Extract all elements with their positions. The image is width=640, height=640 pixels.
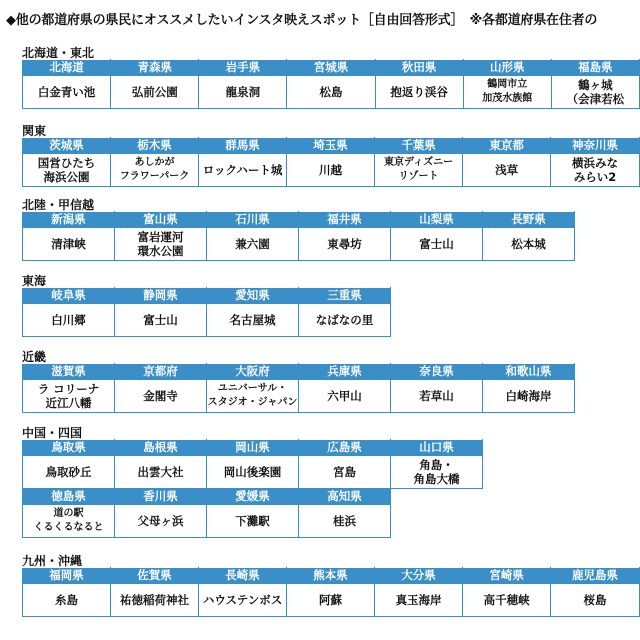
spot-cell: 金閣寺 xyxy=(115,380,207,413)
spot-row xyxy=(23,584,640,617)
spot-cell: 岡山後楽園 xyxy=(207,456,299,489)
prefecture-header: 愛媛県 xyxy=(207,489,299,505)
spot-cell: 下灘駅 xyxy=(207,505,299,538)
spot-cell: ラ コリーナ 近江八幡 xyxy=(23,380,115,413)
spot-row xyxy=(23,456,483,489)
region-label: 関東 xyxy=(22,124,47,138)
spot-cell: 富岩運河 環水公園 xyxy=(115,228,207,261)
spot-row xyxy=(23,154,640,187)
prefecture-header: 宮崎県 xyxy=(463,568,551,584)
prefecture-header: 岡山県 xyxy=(207,440,299,456)
spot-cell: 糸島 xyxy=(23,584,111,617)
prefecture-header: 大阪府 xyxy=(207,364,299,380)
spot-cell: 東尋坊 xyxy=(299,228,391,261)
spot-cell: ロックハート城 xyxy=(199,154,287,187)
spot-cell: 鶴ヶ城 （会津若松 xyxy=(551,76,639,109)
spot-cell: 弘前公園 xyxy=(111,76,199,109)
region-table xyxy=(22,137,640,187)
spot-cell: 浅草 xyxy=(463,154,551,187)
prefecture-header: 長野県 xyxy=(483,212,575,228)
prefecture-header: 東京都 xyxy=(463,138,551,154)
prefecture-header: 岐阜県 xyxy=(23,288,115,304)
prefecture-header: 栃木県 xyxy=(111,138,199,154)
prefecture-header-row xyxy=(23,138,640,154)
prefecture-header-row xyxy=(23,440,483,456)
spot-cell: 松島 xyxy=(287,76,375,109)
spot-cell: 若草山 xyxy=(391,380,483,413)
spot-cell: ハウステンボス xyxy=(199,584,287,617)
spot-cell: 富士山 xyxy=(391,228,483,261)
spot-cell: 名古屋城 xyxy=(207,304,299,337)
prefecture-header-row xyxy=(23,568,640,584)
prefecture-header: 長崎県 xyxy=(199,568,287,584)
spot-cell: 白崎海岸 xyxy=(483,380,575,413)
spot-cell: 松本城 xyxy=(483,228,575,261)
prefecture-header: 島根県 xyxy=(115,440,207,456)
region-table xyxy=(22,567,640,617)
spot-cell: 父母ヶ浜 xyxy=(115,505,207,538)
spot-cell: なばなの里 xyxy=(299,304,391,337)
prefecture-header: 鳥取県 xyxy=(23,440,115,456)
prefecture-header: 宮城県 xyxy=(287,60,375,76)
spot-cell: 抱返り渓谷 xyxy=(375,76,463,109)
spot-cell: 宮島 xyxy=(299,456,391,489)
page-title: ◆他の都道府県の県民にオススメしたいインスタ映えスポット［自由回答形式］ ※各都道府県在住者の xyxy=(6,13,598,28)
prefecture-header: 福井県 xyxy=(299,212,391,228)
prefecture-header: 秋田県 xyxy=(375,60,463,76)
prefecture-header: 滋賀県 xyxy=(23,364,115,380)
spot-cell: 龍泉洞 xyxy=(199,76,287,109)
spot-cell: 東京ディズニー リゾート xyxy=(375,154,463,187)
spot-cell: 六甲山 xyxy=(299,380,391,413)
prefecture-header: 石川県 xyxy=(207,212,299,228)
spot-cell: 阿蘇 xyxy=(287,584,375,617)
spot-cell: 真玉海岸 xyxy=(375,584,463,617)
spot-cell: 富士山 xyxy=(115,304,207,337)
spot-row xyxy=(23,228,575,261)
spot-cell: 角島・ 角島大橋 xyxy=(391,456,483,489)
spot-cell: 清津峡 xyxy=(23,228,115,261)
prefecture-header: 奈良県 xyxy=(391,364,483,380)
prefecture-header: 岩手県 xyxy=(199,60,287,76)
spot-cell: 桜島 xyxy=(551,584,640,617)
prefecture-header-row xyxy=(23,489,483,505)
spot-cell: 道の駅 くるくるなると xyxy=(23,505,115,538)
prefecture-header: 千葉県 xyxy=(375,138,463,154)
spot-cell: 横浜みな みらい2 xyxy=(551,154,640,187)
prefecture-header: 愛知県 xyxy=(207,288,299,304)
prefecture-header: 徳島県 xyxy=(23,489,115,505)
prefecture-header: 山形県 xyxy=(463,60,551,76)
prefecture-header: 神奈川県 xyxy=(551,138,640,154)
spot-cell: ユニバーサル・ スタジオ・ジャパン xyxy=(207,380,299,413)
prefecture-header: 京都府 xyxy=(115,364,207,380)
spot-cell: 川越 xyxy=(287,154,375,187)
prefecture-header: 和歌山県 xyxy=(483,364,575,380)
prefecture-header: 兵庫県 xyxy=(299,364,391,380)
prefecture-header-row xyxy=(23,364,575,380)
spot-cell: 国営ひたち 海浜公園 xyxy=(23,154,111,187)
spot-cell: 鶴岡市立 加茂水族館 xyxy=(463,76,551,109)
spot-cell: 祐徳稲荷神社 xyxy=(111,584,199,617)
region-label: 中国・四国 xyxy=(22,426,83,440)
spot-cell: 出雲大社 xyxy=(115,456,207,489)
prefecture-header: 新潟県 xyxy=(23,212,115,228)
spot-cell: 白金青い池 xyxy=(23,76,111,109)
prefecture-header: 山梨県 xyxy=(391,212,483,228)
spot-cell: 兼六園 xyxy=(207,228,299,261)
spot-row xyxy=(23,380,575,413)
prefecture-header: 静岡県 xyxy=(115,288,207,304)
prefecture-header: 熊本県 xyxy=(287,568,375,584)
spot-cell: 鳥取砂丘 xyxy=(23,456,115,489)
prefecture-header: 広島県 xyxy=(299,440,391,456)
spot-cell: 高千穂峡 xyxy=(463,584,551,617)
region-table xyxy=(22,287,391,337)
region-table xyxy=(22,363,575,413)
spot-cell: 桂浜 xyxy=(299,505,391,538)
prefecture-header: 青森県 xyxy=(111,60,199,76)
prefecture-header: 茨城県 xyxy=(23,138,111,154)
spot-row xyxy=(23,505,483,538)
prefecture-header: 群馬県 xyxy=(199,138,287,154)
prefecture-header: 三重県 xyxy=(299,288,391,304)
region-label: 北海道・東北 xyxy=(22,46,95,60)
region-label: 近畿 xyxy=(22,350,47,364)
prefecture-header: 福岡県 xyxy=(23,568,111,584)
spot-row xyxy=(23,76,640,109)
prefecture-header: 香川県 xyxy=(115,489,207,505)
prefecture-header: 鹿児島県 xyxy=(551,568,640,584)
region-label: 九州・沖縄 xyxy=(22,554,83,568)
prefecture-header-row xyxy=(23,288,391,304)
prefecture-header: 埼玉県 xyxy=(287,138,375,154)
spot-cell: 白川郷 xyxy=(23,304,115,337)
spot-row xyxy=(23,304,391,337)
prefecture-header-row xyxy=(23,60,640,76)
prefecture-header: 福島県 xyxy=(551,60,639,76)
region-table xyxy=(22,439,483,538)
spot-cell: あしかが フラワーパーク xyxy=(111,154,199,187)
prefecture-header: 大分県 xyxy=(375,568,463,584)
prefecture-header-row xyxy=(23,212,575,228)
region-table xyxy=(22,59,640,109)
prefecture-header: 富山県 xyxy=(115,212,207,228)
region-label: 東海 xyxy=(22,274,47,288)
prefecture-header: 北海道 xyxy=(23,60,111,76)
prefecture-header: 佐賀県 xyxy=(111,568,199,584)
prefecture-header: 高知県 xyxy=(299,489,391,505)
region-label: 北陸・甲信越 xyxy=(22,198,95,212)
region-table xyxy=(22,211,575,261)
prefecture-header: 山口県 xyxy=(391,440,483,456)
